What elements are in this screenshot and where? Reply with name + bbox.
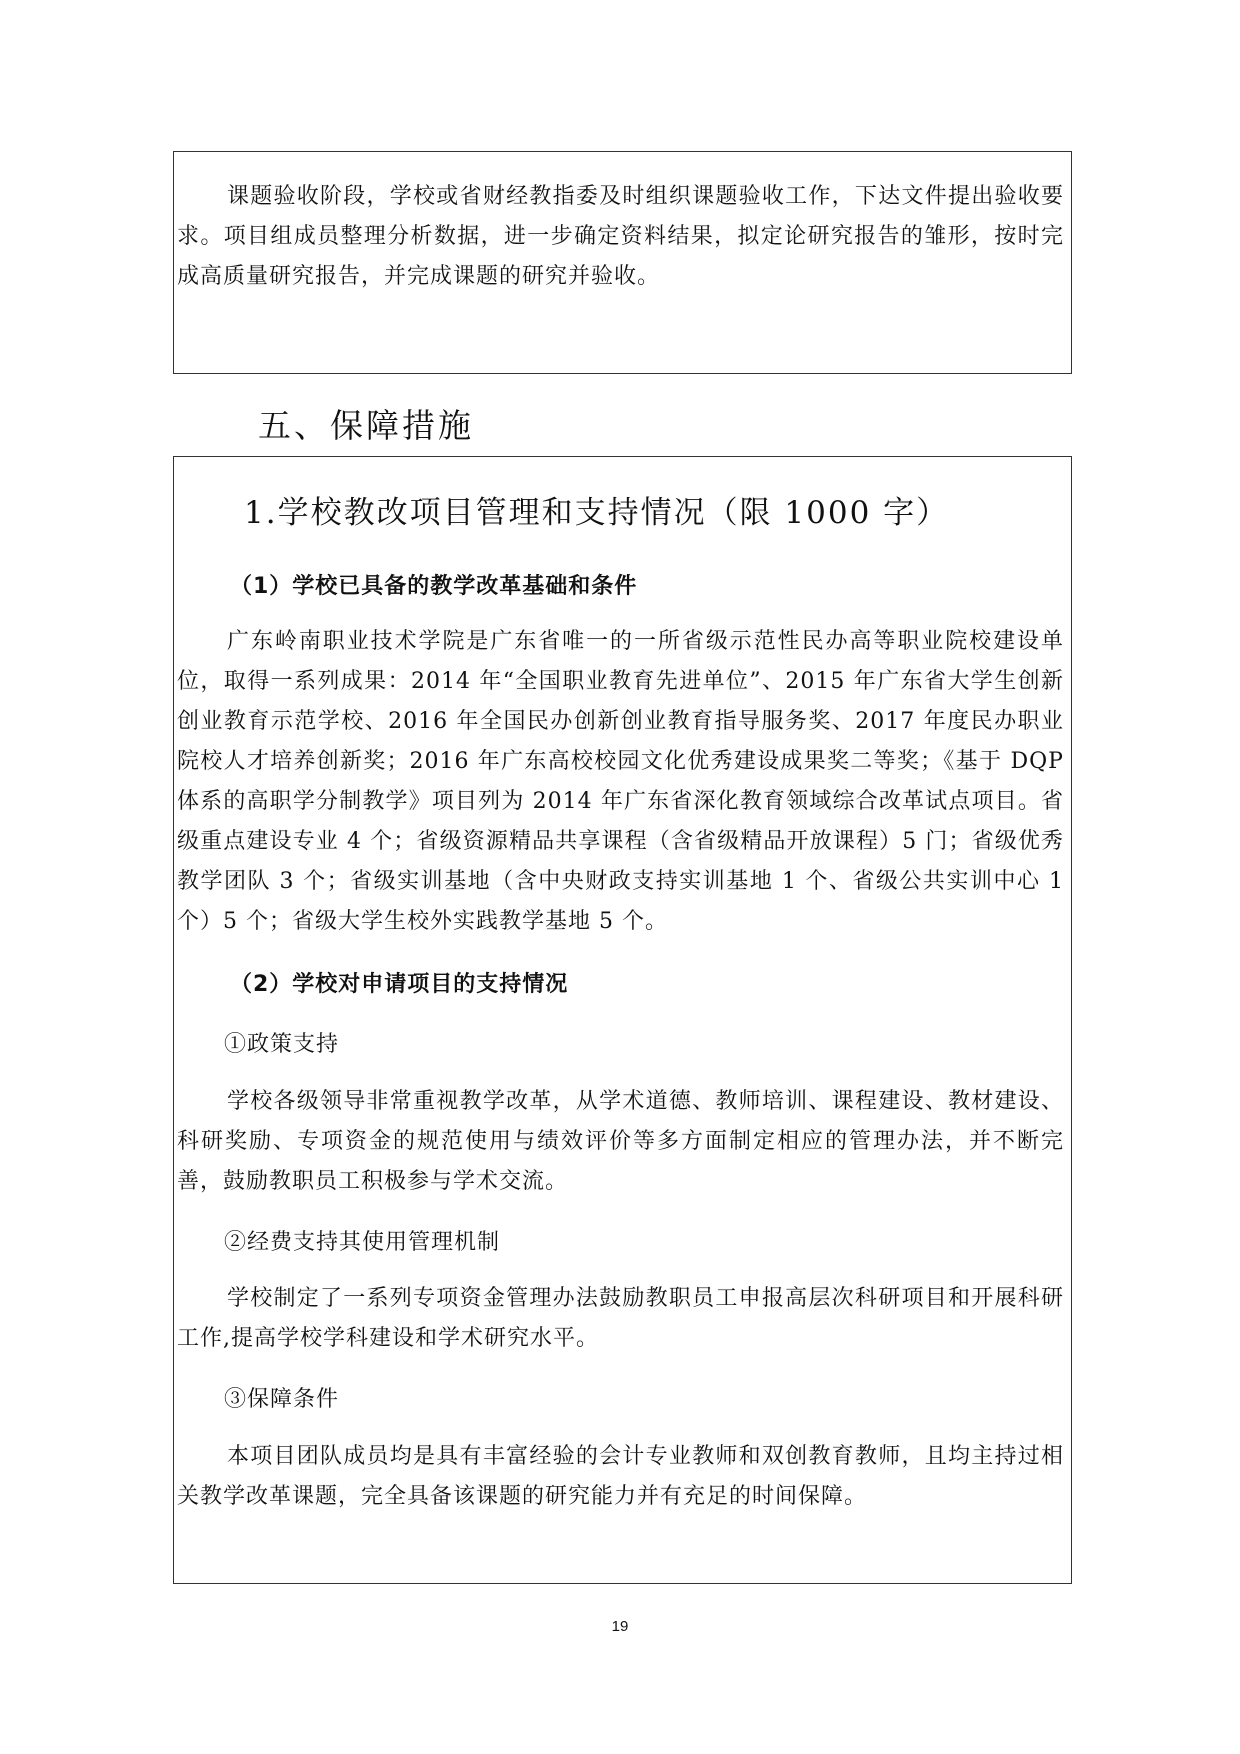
acceptance-stage-paragraph: 课题验收阶段，学校或省财经教指委及时组织课题验收工作，下达文件提出验收要求。项目组成员整理分析数据，进一步确定资料结果，拟定论研究报告的雏形，按时完成高质量研究报告，并完成课题的研究并验收。 xyxy=(177,184,1064,289)
part1-paragraph: 广东岭南职业技术学院是广东省唯一的一所省级示范性民办高等职业院校建设单位，取得一系列成果：2014 年“全国职业教育先进单位”、2015 年广东省大学生创新创业教育示范学校、2016 年全国民办创新创业教育指导服务奖、2017 年度民办职业院校人才培养创新奖；2016 年广东高校校园文化优秀建设成果奖二等奖；《基于 DQP 体系的高职学分制教学》项目列为 2014 年广东省深化教育领域综合改革试点项目。省级重点建设专业 4 个；省级资源精品共享课程（含省级精品开放课程）5 门；省级优秀教学团队 3 个；省级实训基地（含中央财政支持实训基地 1 个、省级公共实训中心 1 个）5 个；省级大学生校外实践教学基地 5 个。 xyxy=(177,629,1064,934)
section-heading: 五、保障措施 xyxy=(258,406,474,445)
policy-support-paragraph: 学校各级领导非常重视教学改革，从学术道德、教师培训、课程建设、教材建设、科研奖励、专项资金的规范使用与绩效评价等多方面制定相应的管理办法，并不断完善，鼓励教职员工积极参与学术交流。 xyxy=(177,1089,1064,1194)
guarantee-conditions-heading: ③保障条件 xyxy=(224,1387,340,1412)
part2-heading: （2）学校对申请项目的支持情况 xyxy=(230,972,569,997)
acceptance-stage-box xyxy=(173,151,1072,374)
part1-heading: （1）学校已具备的教学改革基础和条件 xyxy=(230,574,638,599)
policy-support-heading: ①政策支持 xyxy=(224,1032,340,1057)
funding-support-paragraph: 学校制定了一系列专项资金管理办法鼓励教职员工申报高层次科研项目和开展科研工作,提高学校学科建设和学术研究水平。 xyxy=(177,1286,1064,1351)
support-measures-box xyxy=(173,456,1072,1584)
support-heading: 1.学校教改项目管理和支持情况（限 1000 字） xyxy=(244,495,950,531)
guarantee-conditions-paragraph: 本项目团队成员均是具有丰富经验的会计专业教师和双创教育教师，且均主持过相关教学改革课题，完全具备该课题的研究能力并有充足的时间保障。 xyxy=(177,1444,1064,1509)
page-number: 19 xyxy=(611,1618,629,1635)
funding-support-heading: ②经费支持其使用管理机制 xyxy=(224,1230,501,1255)
